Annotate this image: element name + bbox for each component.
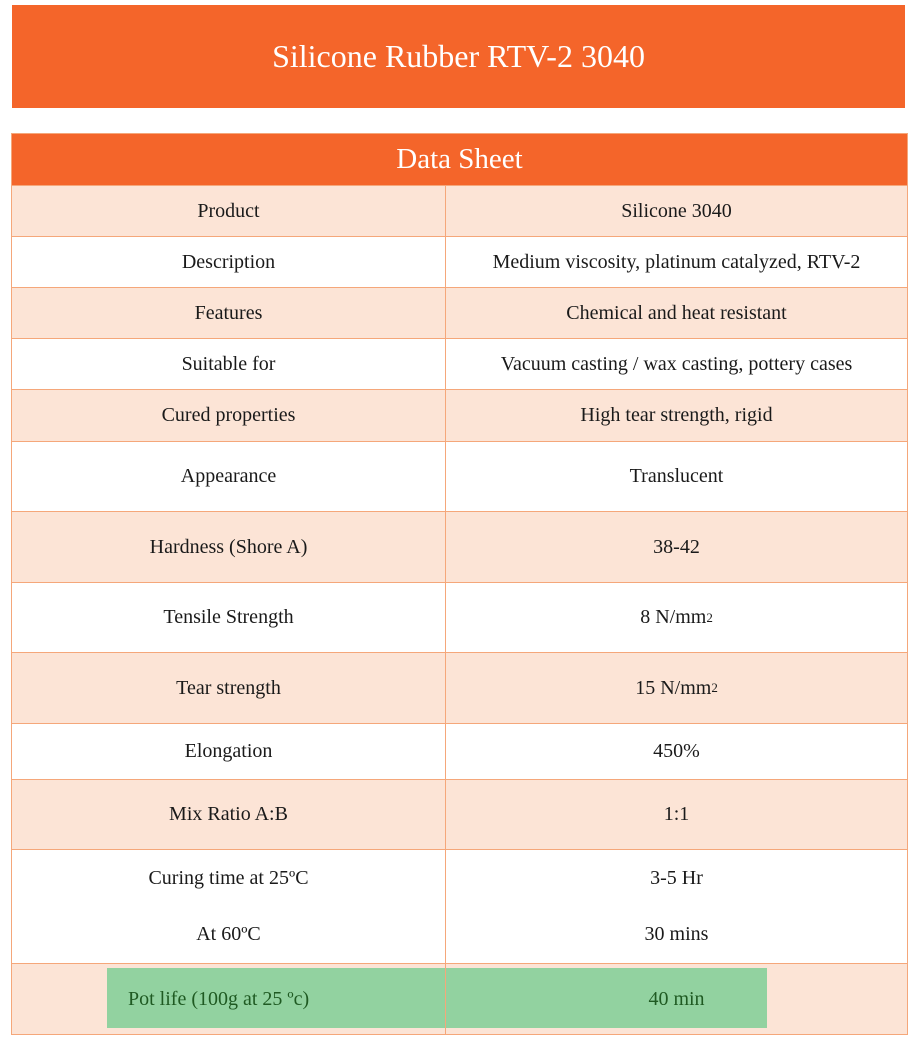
row-label: Hardness (Shore A) [12, 512, 446, 582]
row-value: Translucent [629, 465, 724, 487]
table-row [12, 512, 907, 583]
pot-life-row [12, 964, 907, 1034]
row-value: Medium viscosity, platinum catalyzed, RTV-2 [492, 250, 861, 273]
row-value: 450% [653, 740, 700, 762]
row-label: Tear strength [12, 653, 446, 723]
row-value [446, 583, 907, 652]
table-row [12, 186, 907, 237]
curing-labels [12, 850, 446, 963]
superscript: 2 [706, 609, 713, 625]
table-row [12, 724, 907, 780]
row-label: Tensile Strength [12, 583, 446, 652]
curing-value-60c: 30 mins [644, 923, 709, 946]
table-row [12, 583, 907, 653]
table-row [12, 288, 907, 339]
table-row [12, 390, 907, 442]
table-row [12, 653, 907, 724]
curing-value-25c: 3-5 Hr [650, 866, 703, 889]
table-row [12, 237, 907, 288]
table-row [12, 780, 907, 850]
row-value: 38-42 [653, 535, 700, 558]
table-row [12, 339, 907, 390]
row-label: Elongation [12, 724, 446, 779]
row-value: 1:1 [663, 803, 690, 825]
table-row [12, 442, 907, 512]
row-label: Appearance [12, 442, 446, 511]
data-sheet-table [11, 133, 908, 1035]
pot-life-label: Pot life (100g at 25 ºc) [12, 964, 446, 1034]
row-value: Vacuum casting / wax casting, pottery cases [500, 352, 853, 375]
row-label: Cured properties [12, 390, 446, 441]
curing-time-row [12, 850, 907, 964]
pot-life-value: 40 min [648, 987, 705, 1010]
value-text: 15 N/mm [635, 676, 712, 699]
row-value: Chemical and heat resistant [566, 301, 787, 324]
curing-values [446, 850, 907, 963]
row-label: Mix Ratio A:B [12, 780, 446, 849]
document-title: Silicone Rubber RTV-2 3040 [12, 5, 905, 108]
curing-label-25c: Curing time at 25ºC [148, 866, 309, 889]
data-sheet-heading: Data Sheet [12, 134, 907, 186]
curing-label-60c: At 60ºC [196, 923, 261, 946]
row-label: Description [12, 237, 446, 287]
row-label: Suitable for [12, 339, 446, 389]
row-value [446, 653, 907, 723]
row-value: Silicone 3040 [621, 199, 732, 222]
superscript: 2 [711, 680, 718, 695]
row-label: Features [12, 288, 446, 338]
value-text: 8 N/mm [640, 606, 707, 628]
row-label: Product [12, 186, 446, 236]
row-value: High tear strength, rigid [580, 404, 773, 426]
